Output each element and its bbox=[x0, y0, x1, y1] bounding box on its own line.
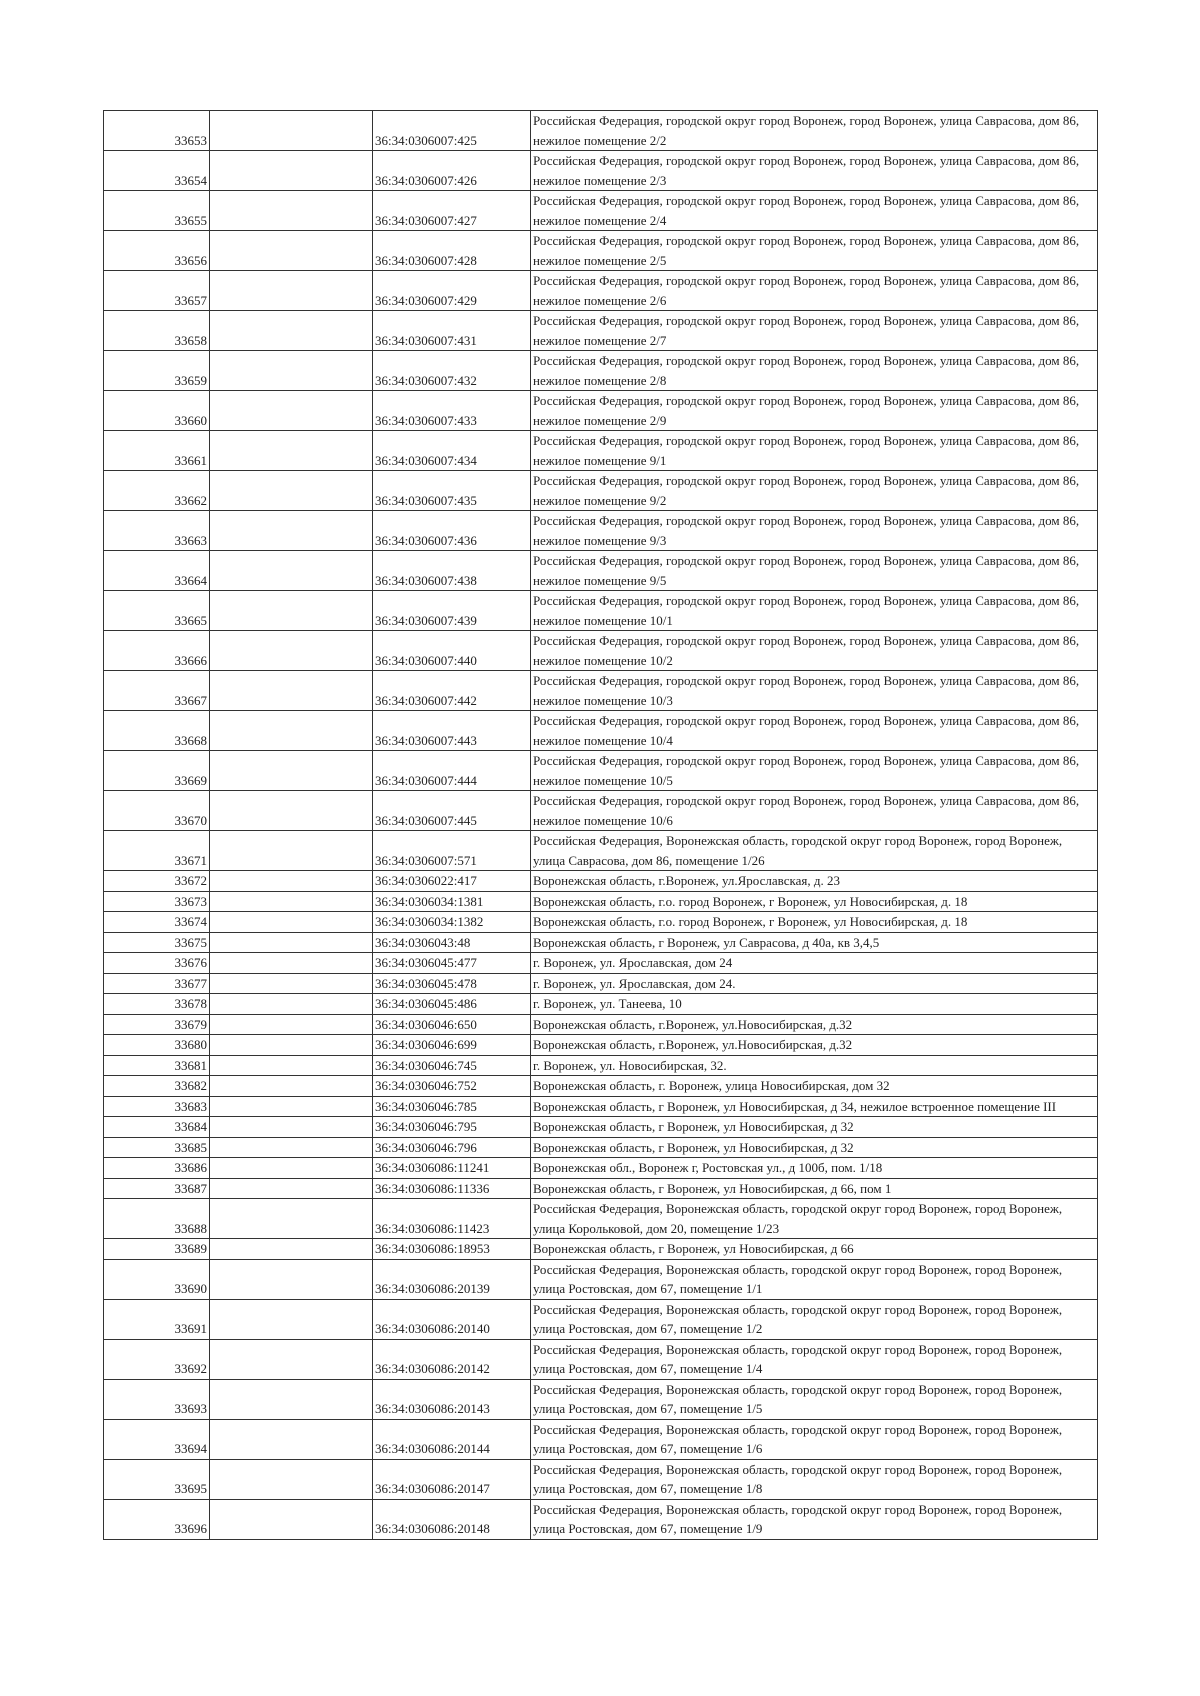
table-row bbox=[104, 1014, 1098, 1035]
row-number: 33693 bbox=[104, 1379, 210, 1419]
cadastral-number: 36:34:0306007:428 bbox=[373, 231, 531, 271]
empty-cell bbox=[210, 311, 373, 351]
empty-cell bbox=[210, 591, 373, 631]
row-number: 33654 bbox=[104, 151, 210, 191]
row-number: 33685 bbox=[104, 1137, 210, 1158]
address: г. Воронеж, ул. Ярославская, дом 24 bbox=[531, 953, 1098, 974]
empty-cell bbox=[210, 953, 373, 974]
address: Российская Федерация, городской округ город Воронеж, город Воронеж, улица Саврасова, дом 86, нежилое помещение 9/5 bbox=[531, 551, 1098, 591]
table-row bbox=[104, 471, 1098, 511]
empty-cell bbox=[210, 1178, 373, 1199]
address: Российская Федерация, Воронежская область, городской округ город Воронеж, город Воронеж, улица Ростовская, дом 67, помещение 1/1 bbox=[531, 1259, 1098, 1299]
table-row bbox=[104, 1158, 1098, 1179]
table-row bbox=[104, 1137, 1098, 1158]
address: Российская Федерация, Воронежская область, городской округ город Воронеж, город Воронеж, улица Ростовская, дом 67, помещение 1/8 bbox=[531, 1459, 1098, 1499]
cadastral-number: 36:34:0306007:440 bbox=[373, 631, 531, 671]
cadastral-number: 36:34:0306034:1382 bbox=[373, 912, 531, 933]
table-row bbox=[104, 671, 1098, 711]
row-number: 33655 bbox=[104, 191, 210, 231]
empty-cell bbox=[210, 191, 373, 231]
row-number: 33661 bbox=[104, 431, 210, 471]
table-row bbox=[104, 1459, 1098, 1499]
empty-cell bbox=[210, 1339, 373, 1379]
cadastral-number: 36:34:0306046:785 bbox=[373, 1096, 531, 1117]
row-number: 33679 bbox=[104, 1014, 210, 1035]
table-row bbox=[104, 751, 1098, 791]
row-number: 33691 bbox=[104, 1299, 210, 1339]
table-row bbox=[104, 551, 1098, 591]
table-row bbox=[104, 431, 1098, 471]
address: Воронежская область, г.Воронеж, ул.Новосибирская, д.32 bbox=[531, 1014, 1098, 1035]
cadastral-number: 36:34:0306007:443 bbox=[373, 711, 531, 751]
address: Российская Федерация, городской округ город Воронеж, город Воронеж, улица Саврасова, дом 86, нежилое помещение 10/1 bbox=[531, 591, 1098, 631]
empty-cell bbox=[210, 511, 373, 551]
address: Российская Федерация, городской округ город Воронеж, город Воронеж, улица Саврасова, дом 86, нежилое помещение 10/4 bbox=[531, 711, 1098, 751]
cadastral-number: 36:34:0306086:20143 bbox=[373, 1379, 531, 1419]
table-row bbox=[104, 1379, 1098, 1419]
address: Российская Федерация, городской округ город Воронеж, город Воронеж, улица Саврасова, дом 86, нежилое помещение 10/3 bbox=[531, 671, 1098, 711]
empty-cell bbox=[210, 1499, 373, 1539]
empty-cell bbox=[210, 1158, 373, 1179]
cadastral-number: 36:34:0306046:745 bbox=[373, 1055, 531, 1076]
cadastral-number: 36:34:0306034:1381 bbox=[373, 891, 531, 912]
empty-cell bbox=[210, 1259, 373, 1299]
address: г. Воронеж, ул. Новосибирская, 32. bbox=[531, 1055, 1098, 1076]
cadastral-number: 36:34:0306086:18953 bbox=[373, 1239, 531, 1260]
row-number: 33670 bbox=[104, 791, 210, 831]
cadastral-number: 36:34:0306086:11241 bbox=[373, 1158, 531, 1179]
address: Российская Федерация, городской округ город Воронеж, город Воронеж, улица Саврасова, дом 86, нежилое помещение 2/4 bbox=[531, 191, 1098, 231]
row-number: 33683 bbox=[104, 1096, 210, 1117]
address: Воронежская область, г Воронеж, ул Новосибирская, д 66, пом 1 bbox=[531, 1178, 1098, 1199]
table-row bbox=[104, 711, 1098, 751]
empty-cell bbox=[210, 751, 373, 791]
row-number: 33669 bbox=[104, 751, 210, 791]
address: Воронежская область, г.Воронеж, ул.Новосибирская, д.32 bbox=[531, 1035, 1098, 1056]
row-number: 33681 bbox=[104, 1055, 210, 1076]
cadastral-number: 36:34:0306046:796 bbox=[373, 1137, 531, 1158]
table-row bbox=[104, 1076, 1098, 1097]
row-number: 33665 bbox=[104, 591, 210, 631]
cadastral-number: 36:34:0306007:429 bbox=[373, 271, 531, 311]
row-number: 33695 bbox=[104, 1459, 210, 1499]
address: Воронежская область, г.о. город Воронеж, г Воронеж, ул Новосибирская, д. 18 bbox=[531, 891, 1098, 912]
row-number: 33694 bbox=[104, 1419, 210, 1459]
row-number: 33657 bbox=[104, 271, 210, 311]
row-number: 33660 bbox=[104, 391, 210, 431]
address: Российская Федерация, городской округ город Воронеж, город Воронеж, улица Саврасова, дом 86, нежилое помещение 2/3 bbox=[531, 151, 1098, 191]
empty-cell bbox=[210, 1137, 373, 1158]
table-row bbox=[104, 591, 1098, 631]
row-number: 33656 bbox=[104, 231, 210, 271]
table-row bbox=[104, 973, 1098, 994]
address: Российская Федерация, городской округ город Воронеж, город Воронеж, улица Саврасова, дом 86, нежилое помещение 9/2 bbox=[531, 471, 1098, 511]
table-row bbox=[104, 1339, 1098, 1379]
cadastral-number: 36:34:0306007:431 bbox=[373, 311, 531, 351]
address: Российская Федерация, Воронежская область, городской округ город Воронеж, город Воронеж, улица Ростовская, дом 67, помещение 1/4 bbox=[531, 1339, 1098, 1379]
table-row bbox=[104, 1096, 1098, 1117]
address: Российская Федерация, городской округ город Воронеж, город Воронеж, улица Саврасова, дом 86, нежилое помещение 2/6 bbox=[531, 271, 1098, 311]
table-row bbox=[104, 231, 1098, 271]
table-row bbox=[104, 891, 1098, 912]
empty-cell bbox=[210, 1076, 373, 1097]
cadastral-number: 36:34:0306086:20140 bbox=[373, 1299, 531, 1339]
cadastral-number: 36:34:0306007:436 bbox=[373, 511, 531, 551]
row-number: 33666 bbox=[104, 631, 210, 671]
cadastral-number: 36:34:0306007:434 bbox=[373, 431, 531, 471]
row-number: 33684 bbox=[104, 1117, 210, 1138]
table-row bbox=[104, 1499, 1098, 1539]
row-number: 33686 bbox=[104, 1158, 210, 1179]
cadastral-number: 36:34:0306007:425 bbox=[373, 111, 531, 151]
table-row bbox=[104, 912, 1098, 933]
row-number: 33664 bbox=[104, 551, 210, 591]
row-number: 33676 bbox=[104, 953, 210, 974]
row-number: 33687 bbox=[104, 1178, 210, 1199]
row-number: 33671 bbox=[104, 831, 210, 871]
empty-cell bbox=[210, 973, 373, 994]
empty-cell bbox=[210, 831, 373, 871]
empty-cell bbox=[210, 231, 373, 271]
cadastral-number: 36:34:0306007:439 bbox=[373, 591, 531, 631]
address: Российская Федерация, городской округ город Воронеж, город Воронеж, улица Саврасова, дом 86, нежилое помещение 9/3 bbox=[531, 511, 1098, 551]
empty-cell bbox=[210, 551, 373, 591]
empty-cell bbox=[210, 1379, 373, 1419]
cadastral-number: 36:34:0306086:11423 bbox=[373, 1199, 531, 1239]
cadastral-number: 36:34:0306045:478 bbox=[373, 973, 531, 994]
row-number: 33682 bbox=[104, 1076, 210, 1097]
empty-cell bbox=[210, 1199, 373, 1239]
address: Российская Федерация, городской округ город Воронеж, город Воронеж, улица Саврасова, дом 86, нежилое помещение 9/1 bbox=[531, 431, 1098, 471]
row-number: 33658 bbox=[104, 311, 210, 351]
cadastral-number: 36:34:0306007:571 bbox=[373, 831, 531, 871]
address: Воронежская область, г Воронеж, ул Новосибирская, д 34, нежилое встроенное помещение III bbox=[531, 1096, 1098, 1117]
address: Российская Федерация, Воронежская область, городской округ город Воронеж, город Воронеж, улица Ростовская, дом 67, помещение 1/5 bbox=[531, 1379, 1098, 1419]
empty-cell bbox=[210, 711, 373, 751]
row-number: 33692 bbox=[104, 1339, 210, 1379]
row-number: 33680 bbox=[104, 1035, 210, 1056]
table-row bbox=[104, 1239, 1098, 1260]
row-number: 33662 bbox=[104, 471, 210, 511]
table-row bbox=[104, 351, 1098, 391]
address: Российская Федерация, городской округ город Воронеж, город Воронеж, улица Саврасова, дом 86, нежилое помещение 2/9 bbox=[531, 391, 1098, 431]
row-number: 33688 bbox=[104, 1199, 210, 1239]
empty-cell bbox=[210, 1419, 373, 1459]
row-number: 33659 bbox=[104, 351, 210, 391]
row-number: 33674 bbox=[104, 912, 210, 933]
address: Российская Федерация, городской округ город Воронеж, город Воронеж, улица Саврасова, дом 86, нежилое помещение 10/5 bbox=[531, 751, 1098, 791]
table-body bbox=[104, 111, 1098, 1540]
table-row bbox=[104, 111, 1098, 151]
table-row bbox=[104, 151, 1098, 191]
empty-cell bbox=[210, 111, 373, 151]
address: г. Воронеж, ул. Танеева, 10 bbox=[531, 994, 1098, 1015]
cadastral-number: 36:34:0306086:20139 bbox=[373, 1259, 531, 1299]
empty-cell bbox=[210, 1055, 373, 1076]
address: Российская Федерация, Воронежская область, городской округ город Воронеж, город Воронеж, улица Саврасова, дом 86, помещение 1/26 bbox=[531, 831, 1098, 871]
row-number: 33677 bbox=[104, 973, 210, 994]
address: Российская Федерация, Воронежская область, городской округ город Воронеж, город Воронеж, улица Ростовская, дом 67, помещение 1/9 bbox=[531, 1499, 1098, 1539]
table-row bbox=[104, 1259, 1098, 1299]
table-row bbox=[104, 831, 1098, 871]
table-row bbox=[104, 1419, 1098, 1459]
row-number: 33653 bbox=[104, 111, 210, 151]
row-number: 33678 bbox=[104, 994, 210, 1015]
table-row bbox=[104, 511, 1098, 551]
row-number: 33667 bbox=[104, 671, 210, 711]
cadastral-number: 36:34:0306046:699 bbox=[373, 1035, 531, 1056]
cadastral-number: 36:34:0306045:477 bbox=[373, 953, 531, 974]
address: Российская Федерация, Воронежская область, городской округ город Воронеж, город Воронеж, улица Корольковой, дом 20, помещение 1/23 bbox=[531, 1199, 1098, 1239]
address: Воронежская область, г Воронеж, ул Новосибирская, д 66 bbox=[531, 1239, 1098, 1260]
table-row bbox=[104, 953, 1098, 974]
empty-cell bbox=[210, 1117, 373, 1138]
table-row bbox=[104, 1178, 1098, 1199]
address: Российская Федерация, Воронежская область, городской округ город Воронеж, город Воронеж, улица Ростовская, дом 67, помещение 1/6 bbox=[531, 1419, 1098, 1459]
cadastral-number: 36:34:0306086:20147 bbox=[373, 1459, 531, 1499]
empty-cell bbox=[210, 471, 373, 511]
cadastral-number: 36:34:0306086:20142 bbox=[373, 1339, 531, 1379]
row-number: 33672 bbox=[104, 871, 210, 892]
cadastral-number: 36:34:0306045:486 bbox=[373, 994, 531, 1015]
empty-cell bbox=[210, 271, 373, 311]
empty-cell bbox=[210, 631, 373, 671]
cadastral-number: 36:34:0306086:11336 bbox=[373, 1178, 531, 1199]
table-row bbox=[104, 311, 1098, 351]
address: Российская Федерация, городской округ город Воронеж, город Воронеж, улица Саврасова, дом 86, нежилое помещение 10/6 bbox=[531, 791, 1098, 831]
cadastral-number: 36:34:0306007:427 bbox=[373, 191, 531, 231]
cadastral-number: 36:34:0306007:445 bbox=[373, 791, 531, 831]
empty-cell bbox=[210, 891, 373, 912]
empty-cell bbox=[210, 791, 373, 831]
cadastral-number: 36:34:0306007:444 bbox=[373, 751, 531, 791]
address: Российская Федерация, городской округ город Воронеж, город Воронеж, улица Саврасова, дом 86, нежилое помещение 2/5 bbox=[531, 231, 1098, 271]
cadastral-number: 36:34:0306046:752 bbox=[373, 1076, 531, 1097]
table-row bbox=[104, 932, 1098, 953]
empty-cell bbox=[210, 1035, 373, 1056]
cadastral-number: 36:34:0306086:20148 bbox=[373, 1499, 531, 1539]
address: Воронежская обл., Воронеж г, Ростовская ул., д 100б, пом. 1/18 bbox=[531, 1158, 1098, 1179]
table-row bbox=[104, 191, 1098, 231]
empty-cell bbox=[210, 912, 373, 933]
empty-cell bbox=[210, 151, 373, 191]
address: Российская Федерация, Воронежская область, городской округ город Воронеж, город Воронеж, улица Ростовская, дом 67, помещение 1/2 bbox=[531, 1299, 1098, 1339]
table-row bbox=[104, 994, 1098, 1015]
row-number: 33690 bbox=[104, 1259, 210, 1299]
cadastral-number: 36:34:0306007:426 bbox=[373, 151, 531, 191]
empty-cell bbox=[210, 351, 373, 391]
table-row bbox=[104, 1199, 1098, 1239]
row-number: 33696 bbox=[104, 1499, 210, 1539]
address: Воронежская область, г.Воронеж, ул.Ярославская, д. 23 bbox=[531, 871, 1098, 892]
cadastral-number: 36:34:0306007:438 bbox=[373, 551, 531, 591]
address: Воронежская область, г. Воронеж, улица Новосибирская, дом 32 bbox=[531, 1076, 1098, 1097]
row-number: 33663 bbox=[104, 511, 210, 551]
empty-cell bbox=[210, 1239, 373, 1260]
empty-cell bbox=[210, 671, 373, 711]
table-row bbox=[104, 271, 1098, 311]
cadastral-number: 36:34:0306046:795 bbox=[373, 1117, 531, 1138]
address: Российская Федерация, городской округ город Воронеж, город Воронеж, улица Саврасова, дом 86, нежилое помещение 2/8 bbox=[531, 351, 1098, 391]
empty-cell bbox=[210, 1014, 373, 1035]
row-number: 33689 bbox=[104, 1239, 210, 1260]
address: Воронежская область, г Воронеж, ул Новосибирская, д 32 bbox=[531, 1117, 1098, 1138]
empty-cell bbox=[210, 1459, 373, 1499]
empty-cell bbox=[210, 994, 373, 1015]
cadastral-table bbox=[103, 110, 1098, 1540]
address: Воронежская область, г Воронеж, ул Новосибирская, д 32 bbox=[531, 1137, 1098, 1158]
table-row bbox=[104, 631, 1098, 671]
cadastral-number: 36:34:0306007:433 bbox=[373, 391, 531, 431]
empty-cell bbox=[210, 1096, 373, 1117]
row-number: 33675 bbox=[104, 932, 210, 953]
empty-cell bbox=[210, 431, 373, 471]
address: Российская Федерация, городской округ город Воронеж, город Воронеж, улица Саврасова, дом 86, нежилое помещение 10/2 bbox=[531, 631, 1098, 671]
empty-cell bbox=[210, 391, 373, 431]
cadastral-number: 36:34:0306046:650 bbox=[373, 1014, 531, 1035]
cadastral-number: 36:34:0306043:48 bbox=[373, 932, 531, 953]
empty-cell bbox=[210, 932, 373, 953]
empty-cell bbox=[210, 1299, 373, 1339]
table-row bbox=[104, 791, 1098, 831]
cadastral-number: 36:34:0306007:435 bbox=[373, 471, 531, 511]
cadastral-number: 36:34:0306007:442 bbox=[373, 671, 531, 711]
table-row bbox=[104, 391, 1098, 431]
address: Российская Федерация, городской округ город Воронеж, город Воронеж, улица Саврасова, дом 86, нежилое помещение 2/7 bbox=[531, 311, 1098, 351]
empty-cell bbox=[210, 871, 373, 892]
table-row bbox=[104, 1035, 1098, 1056]
row-number: 33668 bbox=[104, 711, 210, 751]
address: Воронежская область, г Воронеж, ул Саврасова, д 40а, кв 3,4,5 bbox=[531, 932, 1098, 953]
cadastral-number: 36:34:0306007:432 bbox=[373, 351, 531, 391]
table-row bbox=[104, 1299, 1098, 1339]
cadastral-number: 36:34:0306022:417 bbox=[373, 871, 531, 892]
address: Воронежская область, г.о. город Воронеж, г Воронеж, ул Новосибирская, д. 18 bbox=[531, 912, 1098, 933]
address: г. Воронеж, ул. Ярославская, дом 24. bbox=[531, 973, 1098, 994]
table-row bbox=[104, 871, 1098, 892]
cadastral-number: 36:34:0306086:20144 bbox=[373, 1419, 531, 1459]
table-row bbox=[104, 1055, 1098, 1076]
table-row bbox=[104, 1117, 1098, 1138]
address: Российская Федерация, городской округ город Воронеж, город Воронеж, улица Саврасова, дом 86, нежилое помещение 2/2 bbox=[531, 111, 1098, 151]
row-number: 33673 bbox=[104, 891, 210, 912]
